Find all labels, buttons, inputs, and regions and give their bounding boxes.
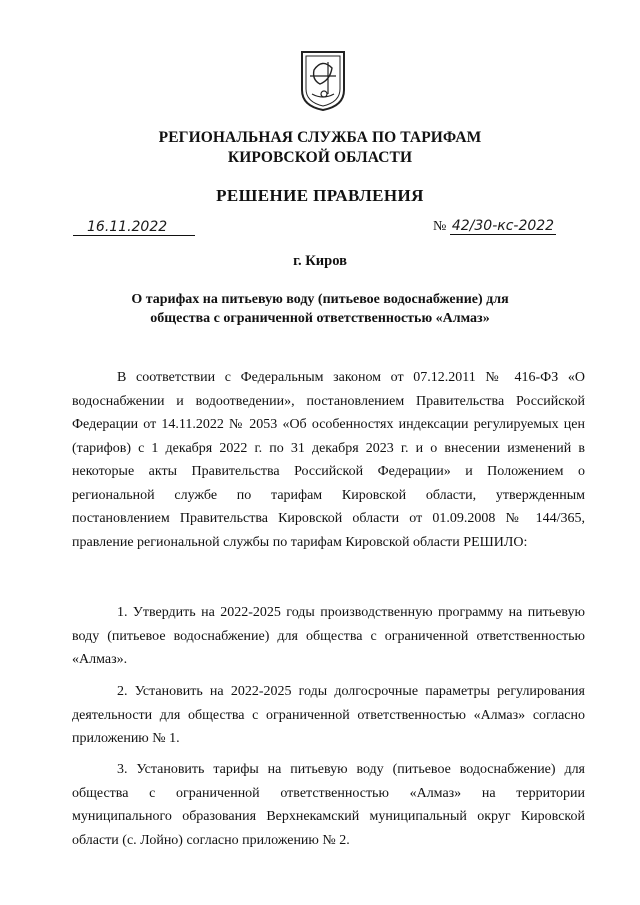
decision-item-3 [72, 758, 585, 852]
decision-date: 16.11.2022 [73, 219, 195, 236]
subject-line1: О тарифах на питьевую воду (питьевое водоснабжение) для [131, 292, 509, 307]
organization-name-line2: КИРОВСКОЙ ОБЛАСТИ [227, 149, 413, 166]
organization-name-line1: РЕГИОНАЛЬНАЯ СЛУЖБА ПО ТАРИФАМ [158, 129, 482, 146]
decision-item-2 [72, 680, 585, 751]
paragraph-text: 2. Установить на 2022-2025 годы долгосрочные параметры регулирования деятельности для общества с ограниченной ответственностью «Алмаз» согласно приложению № 1. [72, 684, 585, 746]
decision-subject [0, 290, 640, 328]
paragraph-text: В соответствии с Федеральным законом от 07.12.2011 № 416-ФЗ «О водоснабжении и водоотведении», постановлением Правительства Российской Федерации от 14.11.2022 № 2053 «Об особенностях индексации регулируемых цен (тарифов) с 1 декабря 2022 г. по 31 декабря 2023 г. и о внесении изменений в некоторые акты Правительства Российской Федерации» и Положением о региональной службе по тарифам Кировской области, утвержденным постановлением Правительства Кировской области от 01.09.2008 № 144/365, правление региональной службы по тарифам Кировской области РЕШИЛО: [72, 370, 585, 550]
paragraph-text: 1. Утвердить на 2022-2025 годы производственную программу на питьевую воду (питьевое водоснабжение) для общества с ограниченной ответственностью «Алмаз». [72, 605, 585, 667]
city: г. Киров [293, 253, 347, 269]
paragraph-text: 3. Установить тарифы на питьевую воду (питьевое водоснабжение) для общества с ограниченной ответственностью «Алмаз» на территории муниципального образования Верхнекамский муниципальный округ Кировской области (с. Лойно) согласно приложению № 2. [72, 762, 585, 848]
document-type-title: РЕШЕНИЕ ПРАВЛЕНИЯ [216, 186, 424, 205]
number-label: № [433, 219, 447, 234]
preamble-paragraph [72, 366, 585, 554]
subject-line2: общества с ограниченной ответственностью «Алмаз» [150, 311, 490, 326]
number-value: 42/30-кс-2022 [451, 218, 555, 234]
decision-number [433, 218, 556, 235]
coat-of-arms-icon [300, 50, 346, 112]
decision-item-1 [72, 601, 585, 672]
